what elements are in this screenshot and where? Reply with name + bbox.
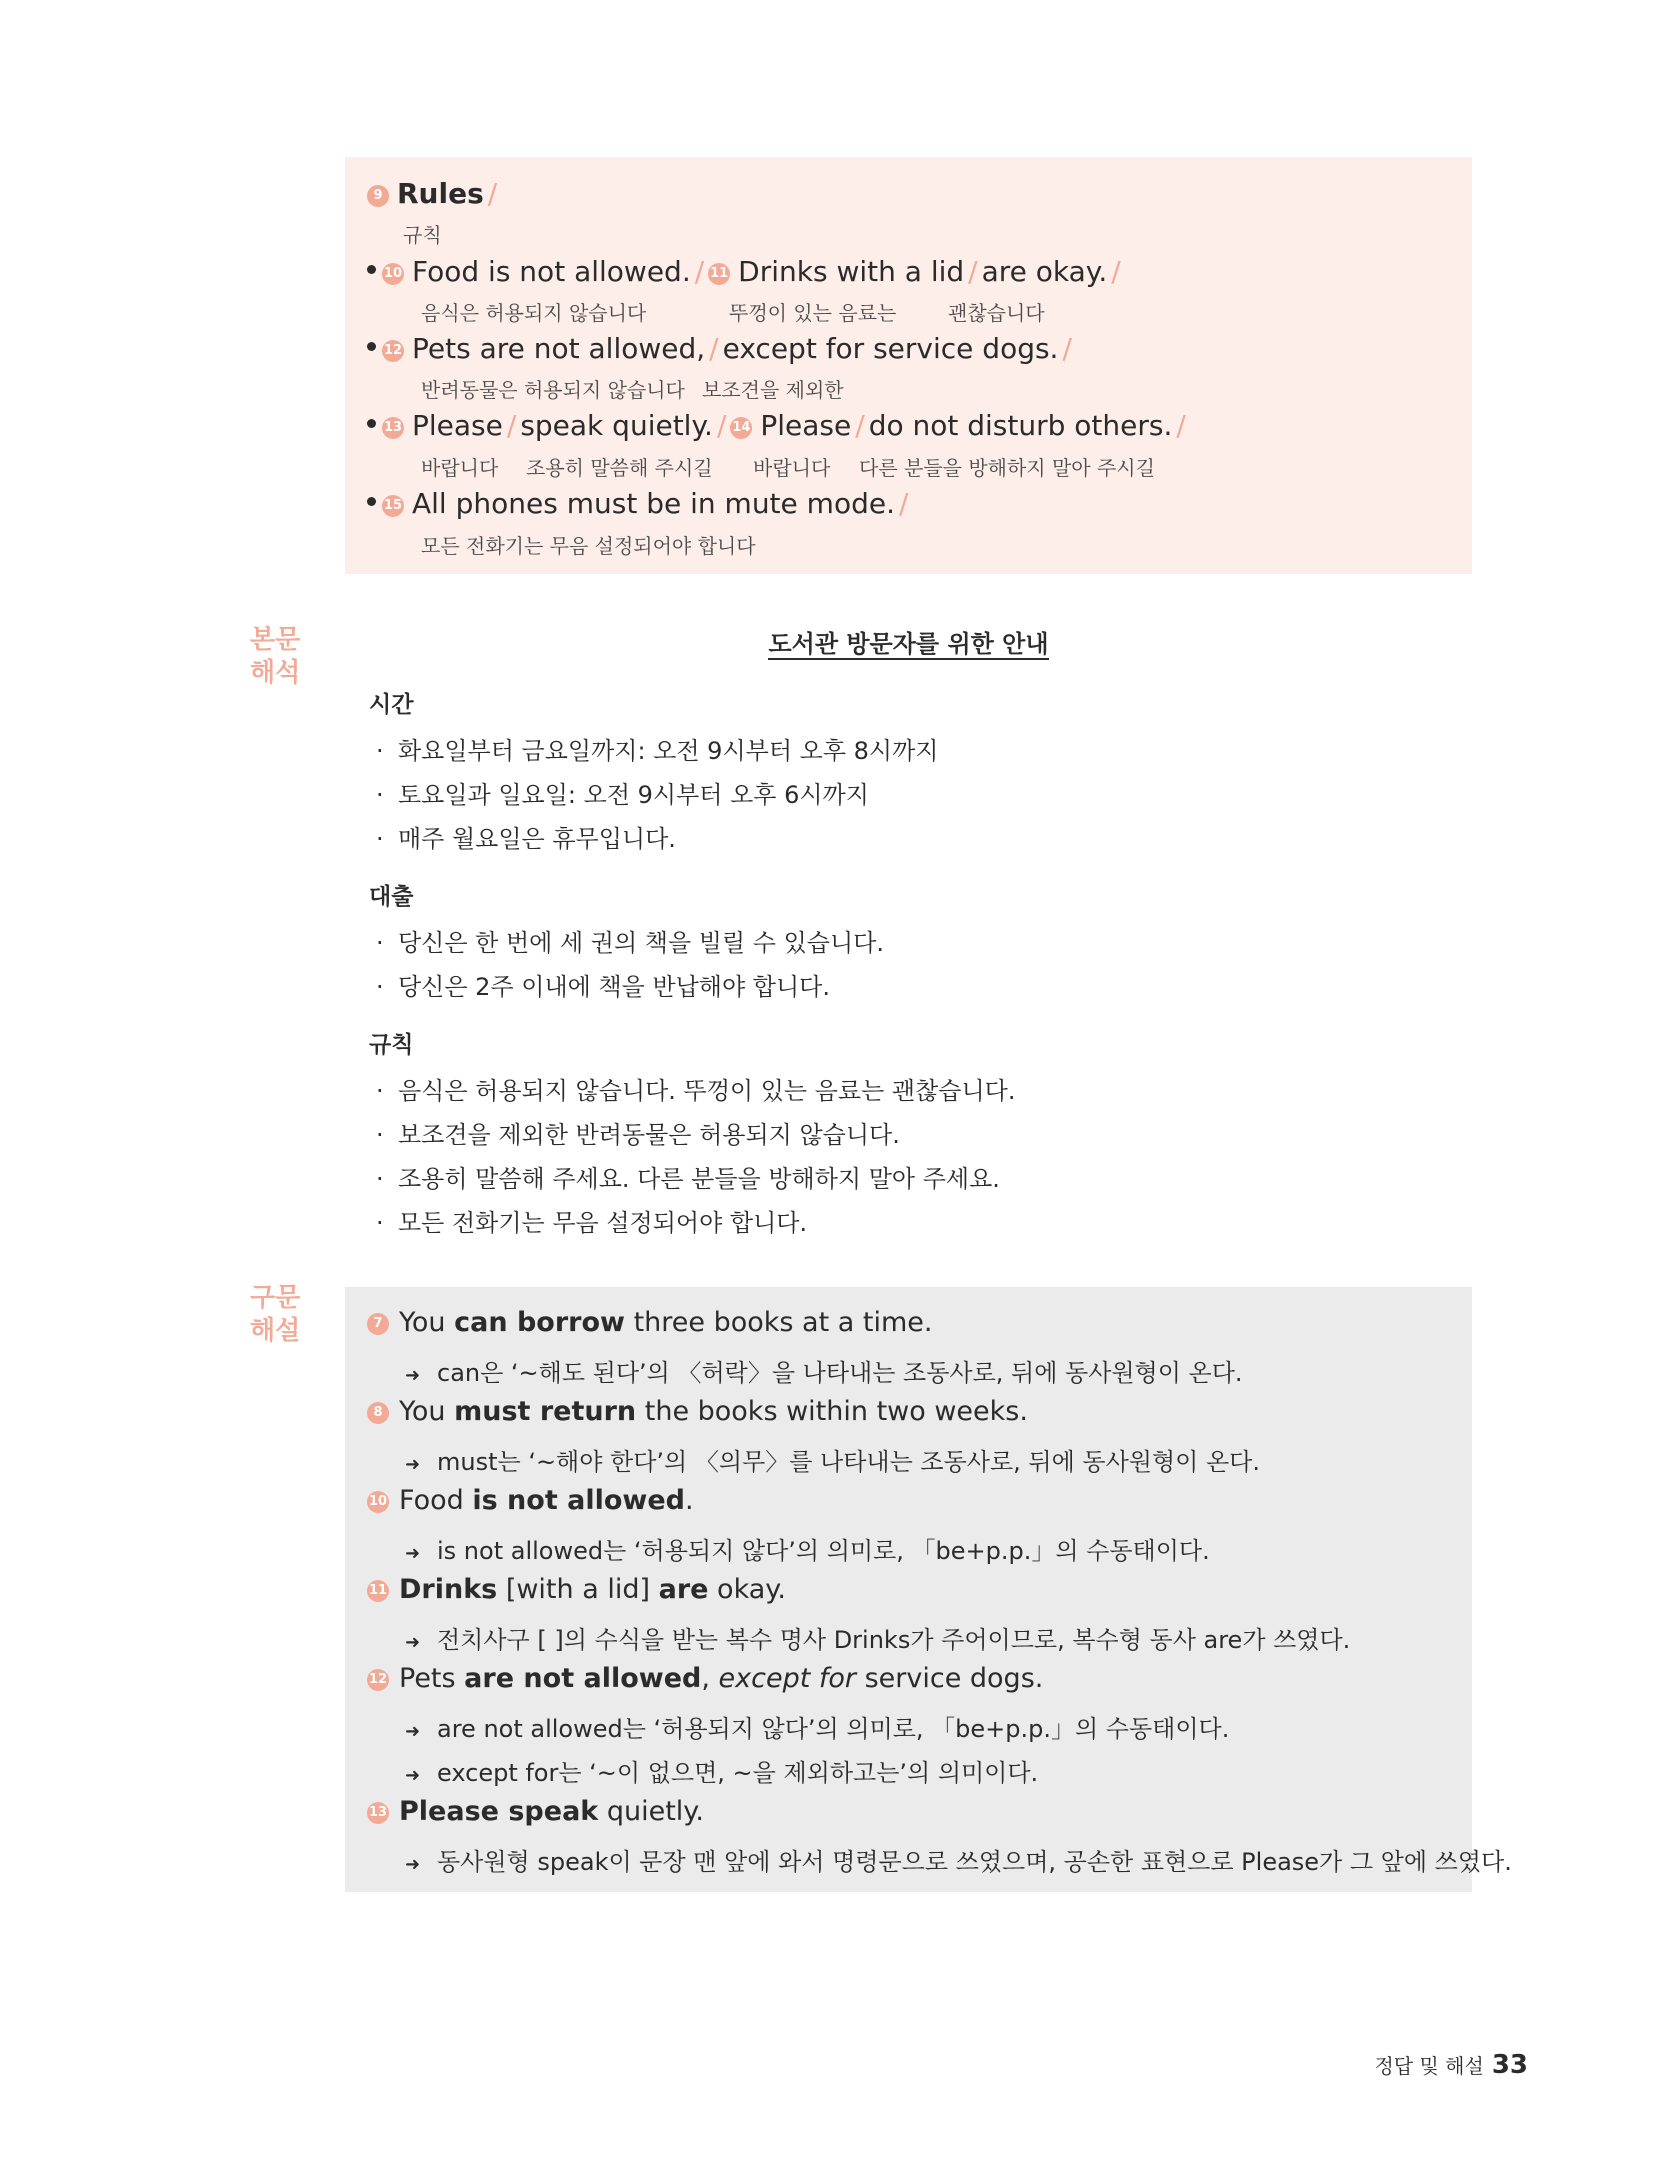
chunk-gloss: 음식은 허용되지 않습니다 — [421, 301, 647, 325]
chunk-gloss: 반려동물은 허용되지 않습니다 — [421, 378, 685, 402]
chunk-slash: / — [694, 255, 705, 288]
chunk-slash: / — [709, 332, 719, 365]
grammar-sentence — [367, 1796, 704, 1827]
note-text: must는 ‘~해야 한다’의 〈의무〉를 나타내는 조동사로, 뒤에 동사원형이 온다. — [437, 1448, 1260, 1476]
sentence-number: 13 — [367, 1802, 389, 1824]
sentence-number: 8 — [367, 1402, 389, 1424]
grammar-sentence — [367, 1307, 932, 1338]
chunk-gloss: 뚜껑이 있는 음료는 — [729, 301, 897, 325]
sentence-number: 7 — [367, 1313, 389, 1335]
chunk-en: Food is not allowed. — [412, 255, 691, 288]
list-item-text: 매주 월요일은 휴무입니다. — [398, 825, 676, 853]
list-item: · 매주 월요일은 휴무입니다. — [376, 825, 676, 853]
bullet-dot — [367, 419, 376, 428]
chunk-en: Rules — [397, 177, 484, 210]
chunk-slash: / — [855, 409, 865, 442]
chunk-slash: / — [506, 409, 517, 442]
chunk-en: do not disturb others. — [868, 409, 1173, 442]
chunk-slash: / — [968, 255, 978, 288]
chunk-line-2 — [367, 332, 1076, 365]
note-text: can은 ‘~해도 된다’의 〈허락〉을 나타내는 조동사로, 뒤에 동사원형이 온다. — [437, 1359, 1243, 1387]
chunk-line-3 — [367, 409, 1190, 442]
grammar-label — [250, 1282, 310, 1348]
rules-heading: 규칙 — [369, 1032, 414, 1058]
text-bold: must return — [454, 1396, 637, 1427]
text: okay. — [708, 1574, 786, 1605]
chunk-en: except for service dogs. — [722, 332, 1059, 365]
arrow-icon: ➜ — [405, 1365, 421, 1386]
notice-title-text: 도서관 방문자를 위한 안내 — [768, 630, 1049, 658]
text-bold: are not allowed — [464, 1663, 702, 1694]
grammar-sentence — [367, 1396, 1028, 1427]
text: three books at a time. — [624, 1307, 933, 1338]
text-bold: is not allowed — [472, 1485, 685, 1516]
list-item-text: 화요일부터 금요일까지: 오전 9시부터 오후 8시까지 — [398, 737, 939, 765]
chunk-en: Please — [760, 409, 852, 442]
grammar-note — [405, 1620, 1350, 1655]
sentence-number: 12 — [367, 1669, 389, 1691]
arrow-icon: ➜ — [405, 1854, 421, 1875]
list-item: · 화요일부터 금요일까지: 오전 9시부터 오후 8시까지 — [376, 737, 939, 765]
chunk-slash: / — [1111, 255, 1121, 288]
chunk-slash: / — [487, 177, 498, 210]
chunk-reading-box — [345, 157, 1472, 574]
bullet-dot — [367, 342, 376, 351]
chunk-en: Please — [412, 409, 503, 442]
sentence-number: 12 — [382, 340, 404, 362]
text: [with a lid] — [497, 1574, 659, 1605]
arrow-icon: ➜ — [405, 1454, 421, 1475]
chunk-line-1 — [367, 255, 1125, 288]
text: service dogs. — [856, 1663, 1044, 1694]
note-text: except for는 ‘~이 없으면, ~을 제외하고는’의 의미이다. — [437, 1759, 1039, 1787]
note-text: 동사원형 speak이 문장 맨 앞에 와서 명령문으로 쓰였으며, 공손한 표현으로 Please가 그 앞에 쓰였다. — [437, 1848, 1512, 1876]
text-bold: can borrow — [454, 1307, 625, 1338]
text: Pets — [399, 1663, 465, 1694]
sentence-number: 15 — [382, 495, 404, 517]
sentence-number: 10 — [382, 263, 404, 285]
chunk-slash: / — [898, 487, 909, 520]
chunk-gloss: 다른 분들을 방해하지 말아 주시길 — [859, 456, 1155, 480]
grammar-note — [405, 1753, 1038, 1788]
chunk-gloss: 바랍니다 — [753, 456, 831, 480]
list-item: · 조용히 말씀해 주세요. 다른 분들을 방해하지 말아 주세요. — [376, 1165, 1000, 1193]
arrow-icon: ➜ — [405, 1543, 421, 1564]
chunk-en: Pets are not allowed, — [412, 332, 706, 365]
bullet-dot — [367, 265, 376, 274]
notice-title — [345, 624, 1472, 659]
sentence-number: 11 — [367, 1580, 389, 1602]
list-item-text: 조용히 말씀해 주세요. 다른 분들을 방해하지 말아 주세요. — [398, 1165, 1000, 1193]
text: You — [399, 1307, 455, 1338]
sentence-number: 9 — [367, 185, 389, 207]
grammar-box — [345, 1287, 1512, 1892]
arrow-icon: ➜ — [405, 1765, 421, 1786]
text-bold: are — [658, 1574, 709, 1605]
hours-heading: 시간 — [369, 692, 414, 718]
list-item-text: 음식은 허용되지 않습니다. 뚜껑이 있는 음료는 괜찮습니다. — [398, 1077, 1016, 1105]
text: Food — [399, 1485, 473, 1516]
text-bold: Please speak — [399, 1796, 599, 1827]
list-item: · 토요일과 일요일: 오전 9시부터 오후 6시까지 — [376, 781, 869, 809]
chunk-line-4 — [367, 487, 912, 520]
label-line: 본문 — [250, 625, 301, 655]
label-line: 해석 — [250, 658, 301, 688]
chunk-gloss: 모든 전화기는 무음 설정되어야 합니다 — [421, 534, 756, 558]
text: quietly. — [598, 1796, 704, 1827]
list-item-text: 보조견을 제외한 반려동물은 허용되지 않습니다. — [398, 1121, 900, 1149]
list-item-text: 토요일과 일요일: 오전 9시부터 오후 6시까지 — [398, 781, 869, 809]
label-line: 해설 — [250, 1316, 301, 1346]
list-item-text: 당신은 2주 이내에 책을 반납해야 합니다. — [398, 973, 830, 1001]
grammar-sentence — [367, 1574, 786, 1605]
grammar-sentence — [367, 1485, 694, 1516]
page-footer — [1374, 2050, 1528, 2080]
page-number: 33 — [1491, 2050, 1528, 2080]
grammar-sentence — [367, 1663, 1043, 1694]
text: You — [399, 1396, 455, 1427]
footer-label: 정답 및 해설 — [1374, 2054, 1484, 2078]
text-italic: except for — [718, 1663, 857, 1694]
sentence-number: 10 — [367, 1491, 389, 1513]
grammar-note — [405, 1709, 1229, 1744]
borrow-heading: 대출 — [369, 884, 414, 910]
chunk-en: Drinks with a lid — [738, 255, 965, 288]
text: the books within two weeks. — [636, 1396, 1028, 1427]
text: , — [701, 1663, 719, 1694]
list-item: · 당신은 한 번에 세 권의 책을 빌릴 수 있습니다. — [376, 929, 884, 957]
text: . — [685, 1485, 694, 1516]
list-item: · 모든 전화기는 무음 설정되어야 합니다. — [376, 1209, 808, 1237]
list-item-text: 모든 전화기는 무음 설정되어야 합니다. — [398, 1209, 808, 1237]
chunk-rules — [367, 177, 501, 210]
chunk-slash: / — [716, 409, 727, 442]
chunk-slash: / — [1062, 332, 1072, 365]
chunk-gloss: 규칙 — [403, 223, 442, 247]
grammar-note — [405, 1442, 1260, 1477]
chunk-gloss: 괜찮습니다 — [948, 301, 1045, 325]
arrow-icon: ➜ — [405, 1721, 421, 1742]
text-bold: Drinks — [399, 1574, 498, 1605]
chunk-en: are okay. — [981, 255, 1108, 288]
sentence-number: 13 — [382, 417, 404, 439]
chunk-en: speak quietly. — [520, 409, 713, 442]
label-line: 구문 — [250, 1283, 301, 1313]
grammar-note — [405, 1353, 1243, 1388]
chunk-slash: / — [1176, 409, 1186, 442]
bullet-dot — [367, 497, 376, 506]
sentence-number: 14 — [730, 417, 752, 439]
chunk-gloss: 조용히 말씀해 주시길 — [526, 456, 713, 480]
arrow-icon: ➜ — [405, 1632, 421, 1653]
chunk-en: All phones must be in mute mode. — [412, 487, 895, 520]
note-text: is not allowed는 ‘허용되지 않다’의 의미로, 「be+p.p.」의 수동태이다. — [437, 1537, 1210, 1565]
note-text: are not allowed는 ‘허용되지 않다’의 의미로, 「be+p.p.」의 수동태이다. — [437, 1715, 1230, 1743]
chunk-gloss: 보조견을 제외한 — [702, 378, 844, 402]
list-item: · 당신은 2주 이내에 책을 반납해야 합니다. — [376, 973, 830, 1001]
translation-label — [250, 624, 310, 690]
chunk-gloss: 바랍니다 — [421, 456, 499, 480]
sentence-number: 11 — [708, 263, 730, 285]
note-text: 전치사구 [ ]의 수식을 받는 복수 명사 Drinks가 주어이므로, 복수형 동사 are가 쓰였다. — [437, 1626, 1351, 1654]
list-item: · 음식은 허용되지 않습니다. 뚜껑이 있는 음료는 괜찮습니다. — [376, 1077, 1016, 1105]
grammar-note — [405, 1531, 1210, 1566]
list-item: · 보조견을 제외한 반려동물은 허용되지 않습니다. — [376, 1121, 900, 1149]
list-item-text: 당신은 한 번에 세 권의 책을 빌릴 수 있습니다. — [398, 929, 884, 957]
grammar-note — [405, 1842, 1512, 1877]
